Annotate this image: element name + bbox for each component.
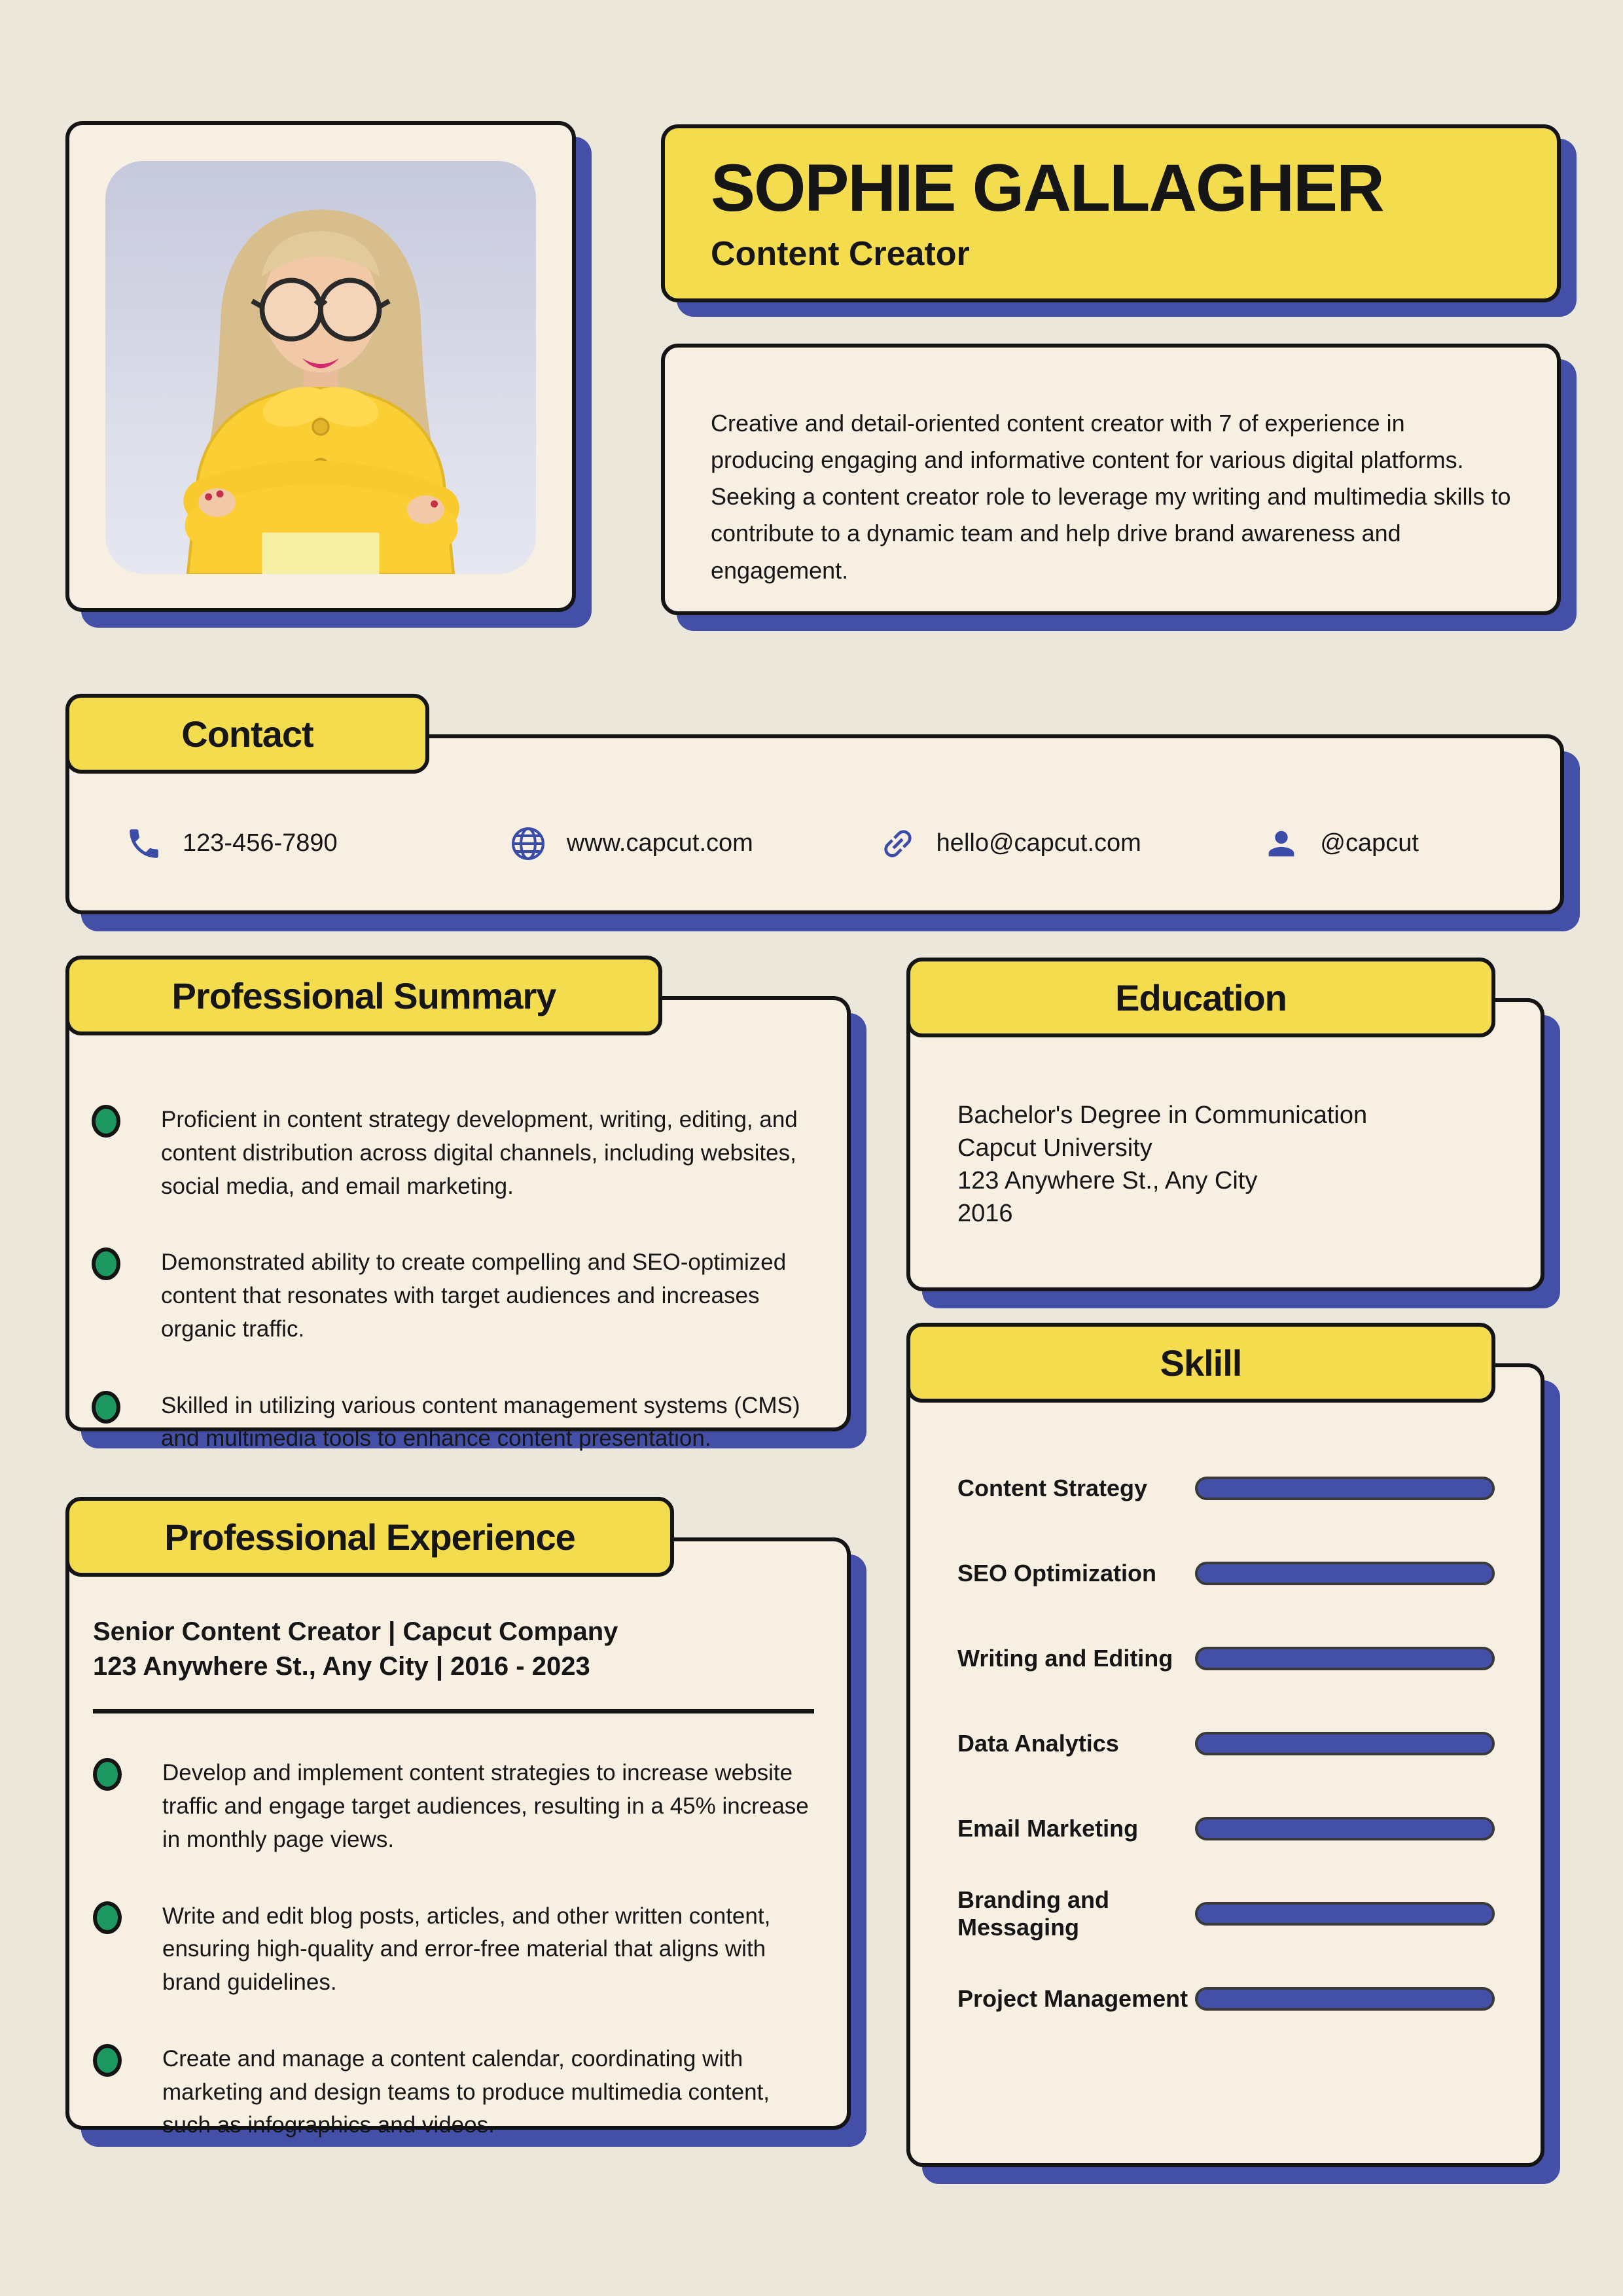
experience-bullet [93,1757,814,1856]
experience-role: Senior Content Creator | Capcut Company [93,1617,618,1646]
summary-bullet [92,1246,814,1346]
bullet-dot-icon [92,1391,120,1424]
skill-label: Data Analytics [957,1730,1119,1757]
professional-experience-panel [65,1537,851,2138]
name-banner [661,124,1561,302]
experience-bullet-text: Write and edit blog posts, articles, and other written content, ensuring high-quality and error-free material that aligns with brand guidelines. [162,1903,771,1996]
contact-heading-tab [65,694,429,774]
contact-item-email [879,825,1263,863]
contact-email-text: hello@capcut.com [936,829,1141,857]
professional-summary-panel [65,996,851,1452]
contact-item-handle [1262,825,1547,863]
education-school: Capcut University [957,1134,1152,1162]
skill-row [957,1616,1495,1701]
education-panel [906,998,1544,1291]
professional-summary-heading: Professional Summary [171,975,556,1016]
skill-row [957,1786,1495,1871]
professional-experience-section [65,1497,851,2138]
skill-row [957,1701,1495,1786]
globe-icon [509,825,547,863]
summary-bullet-text: Skilled in utilizing various content management systems (CMS) and multimedia tools to enhance content presentation. [161,1392,800,1452]
skill-bar [1195,1987,1495,2011]
bullet-dot-icon [92,1105,120,1138]
bullet-dot-icon [93,1758,122,1791]
summary-bullet [92,1103,814,1203]
skill-label: Branding and Messaging [957,1886,1109,1941]
divider [93,1709,814,1713]
skill-row [957,1956,1495,2041]
summary-bullet [92,1390,814,1456]
experience-bullet-text: Develop and implement content strategies to increase website traffic and engage target audiences, resulting in a 45% increase in monthly page views. [162,1760,809,1852]
education-heading: Education [1115,977,1287,1018]
experience-bullet [93,1900,814,2000]
skills-heading: Sklill [1160,1342,1242,1384]
user-icon [1262,825,1300,863]
education-address: 123 Anywhere St., Any City [957,1167,1258,1195]
bullet-dot-icon [93,2044,122,2077]
contact-handle-text: @capcut [1320,829,1419,857]
skill-bar [1195,1477,1495,1500]
skill-label: Email Marketing [957,1815,1139,1842]
education-year: 2016 [957,1200,1013,1228]
contact-website-text: www.capcut.com [566,829,753,857]
job-title: Content Creator [711,234,970,273]
skills-heading-tab [906,1323,1495,1403]
experience-bullet-text: Create and manage a content calendar, coordinating with marketing and design teams to produce multimedia content, such as infographics and videos. [162,2045,770,2138]
bullet-dot-icon [93,1901,122,1934]
skill-label: Writing and Editing [957,1645,1173,1672]
skills-panel [906,1363,1544,2167]
experience-bullet [93,2043,814,2142]
summary-bullet-text: Demonstrated ability to create compelling and SEO-optimized content that resonates with target audiences and increases organic traffic. [161,1249,787,1342]
education-section [906,958,1544,1291]
contact-item-phone [125,825,509,863]
bullet-dot-icon [92,1247,120,1280]
portrait-photo [105,161,536,574]
education-heading-tab [906,958,1495,1037]
skill-label: Content Strategy [957,1475,1148,1501]
skill-bar [1195,1902,1495,1926]
professional-experience-heading: Professional Experience [164,1516,575,1558]
skill-bar [1195,1817,1495,1840]
skill-bar [1195,1647,1495,1670]
summary-bullet-text: Proficient in content strategy development, writing, editing, and content distribution across digital channels, including websites, social media, and email marketing. [161,1107,798,1199]
phone-icon [125,825,163,863]
experience-meta: 123 Anywhere St., Any City | 2016 - 2023 [93,1652,590,1681]
page-title: SOPHIE GALLAGHER [711,151,1383,226]
skill-row [957,1871,1495,1956]
left-column [65,956,851,2138]
skill-label: Project Management [957,1985,1188,2012]
contact-section [65,694,1564,914]
link-icon [879,825,917,863]
portrait-illustration [105,161,536,574]
skill-bar [1195,1562,1495,1585]
skill-bar [1195,1732,1495,1755]
professional-summary-heading-tab [65,956,662,1035]
contact-item-website [509,825,879,863]
skill-row [957,1446,1495,1531]
contact-heading: Contact [181,713,313,755]
photo-card [65,121,576,612]
summary-card [661,344,1561,615]
summary-text: Creative and detail-oriented content creator with 7 of experience in producing engaging and informative content for various digital platforms. Seeking a content creator role to leverage my writing and multimedia skills to contribute to a dynamic team and help drive brand awareness and engagement. [711,410,1511,584]
skills-section [906,1323,1544,2167]
professional-summary-section [65,956,851,1452]
education-degree: Bachelor's Degree in Communication [957,1102,1368,1129]
right-column [906,958,1544,2167]
contact-phone-text: 123-456-7890 [183,829,338,857]
skill-row [957,1531,1495,1616]
professional-experience-heading-tab [65,1497,674,1577]
skill-label: SEO Optimization [957,1560,1157,1587]
